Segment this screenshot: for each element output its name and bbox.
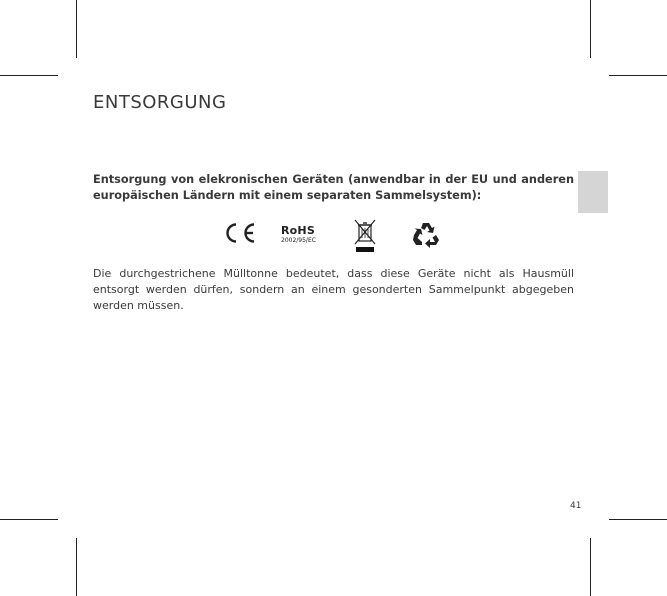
page-number: 41 xyxy=(570,501,582,511)
page-title: ENTSORGUNG xyxy=(93,92,227,113)
section-tab xyxy=(578,171,608,213)
crop-mark-bottom-right-horizontal xyxy=(609,519,667,520)
crop-mark-top-right-horizontal xyxy=(609,75,667,76)
recycle-icon xyxy=(411,220,441,253)
crop-mark-bottom-left-vertical xyxy=(76,538,77,596)
crop-mark-top-left-horizontal xyxy=(0,75,58,76)
section-heading: Entsorgung von elekronischen Geräten (anwendbar in der EU und anderen europäischen Ländern mit einem separaten Sammelsystem): xyxy=(93,173,574,202)
body-paragraph: Die durchgestrichene Mülltonne bedeutet, dass diese Geräte nicht als Hausmüll entsorgt werden dürfen, sondern an einem gesonderten Sammelpunkt abgegeben werden müssen. xyxy=(93,267,574,312)
rohs-mark xyxy=(281,225,316,245)
crop-mark-top-left-vertical xyxy=(76,0,77,58)
rohs-directive: 2002/95/EC xyxy=(281,237,316,244)
crossed-out-bin-icon xyxy=(353,218,377,259)
rohs-label: RoHS xyxy=(281,224,315,237)
crop-mark-top-right-vertical xyxy=(590,0,591,58)
crop-mark-bottom-right-vertical xyxy=(590,538,591,596)
ce-mark-icon xyxy=(221,222,257,249)
certification-icons xyxy=(215,216,455,256)
crop-mark-bottom-left-horizontal xyxy=(0,519,58,520)
